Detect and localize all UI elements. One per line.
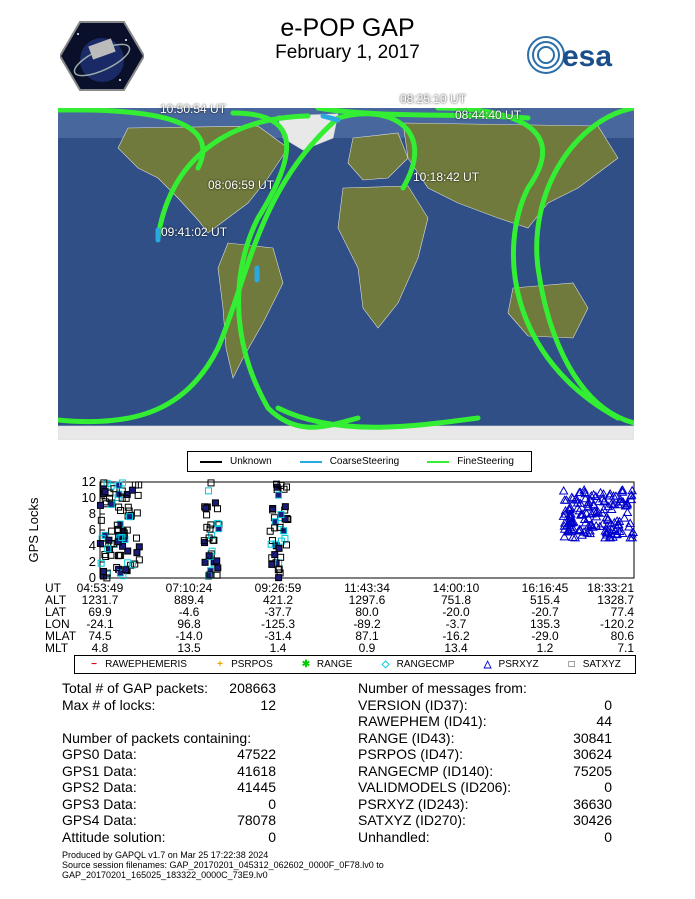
satxyz-point (282, 504, 288, 510)
gps-locks-chart (0, 474, 695, 654)
row-value: 04:53:49 (76, 581, 124, 595)
stat-value: 47522 (237, 746, 276, 762)
y-tick-label: 8 (88, 506, 96, 521)
legend-item-fine (427, 456, 514, 467)
satxyz-point (115, 539, 121, 545)
world-map (58, 108, 634, 440)
legend-symbol: △ (483, 659, 492, 670)
stat-row (62, 730, 251, 746)
satxyz-point (133, 535, 139, 541)
legend-symbol: □ (568, 659, 575, 670)
row-value: 1328.7 (597, 593, 634, 607)
row-value: 889.4 (173, 593, 205, 607)
satxyz-point (204, 512, 210, 518)
legend-label: PSRXYZ (498, 659, 539, 670)
row-value: 421.2 (262, 593, 294, 607)
satxyz-point (202, 559, 208, 565)
row-value: 80.0 (355, 605, 379, 619)
legend-swatch (427, 461, 449, 463)
plot-frame (100, 482, 634, 578)
row-value: 1297.6 (348, 593, 386, 607)
row-value: -120.2 (599, 617, 634, 631)
stat-label: Unhandled: (358, 828, 430, 845)
stat-value: 0 (268, 828, 276, 845)
row-value: 09:26:59 (254, 581, 302, 595)
legend-label: PSRPOS (231, 659, 273, 670)
stat-row (358, 746, 612, 762)
legend-item (89, 659, 187, 670)
satxyz-point (212, 500, 218, 506)
satxyz-point (108, 501, 114, 507)
row-value: 69.9 (88, 605, 112, 619)
satxyz-point (215, 565, 221, 571)
stat-value: 0 (604, 828, 612, 845)
stat-value: 75205 (573, 762, 612, 779)
stat-label: Total # of GAP packets: (62, 680, 209, 696)
satxyz-point (116, 482, 122, 488)
row-value: 1.4 (269, 641, 287, 654)
satxyz-point (135, 492, 141, 498)
satxyz-point (129, 487, 135, 493)
stat-label: GPS4 Data: (62, 812, 137, 828)
row-value: 77.4 (610, 605, 634, 619)
row-value: 11:43:34 (344, 581, 390, 595)
row-value: -3.7 (445, 617, 467, 631)
row-value: 1.2 (536, 641, 554, 654)
stat-row (358, 729, 612, 746)
map-legend (187, 451, 532, 472)
satxyz-point (269, 561, 275, 567)
esa-logo (526, 34, 636, 76)
satxyz-point (134, 510, 140, 516)
map-time-label: 10:50:54 UT (160, 102, 227, 116)
satxyz-point (102, 489, 108, 495)
stat-value: 30624 (573, 746, 612, 762)
stat-row (358, 779, 612, 795)
stat-label: RANGE (ID43): (358, 729, 455, 746)
row-value: -31.4 (264, 629, 292, 643)
footer-line: Produced by GAPQL v1.7 on Mar 25 17:22:38 2024 (62, 850, 269, 860)
map-time-label: 08:06:59 UT (208, 178, 275, 192)
row-label: LAT (45, 605, 67, 619)
map-time-label: 09:41:02 UT (161, 225, 228, 239)
stat-row (62, 696, 276, 713)
legend-label: FineSteering (457, 456, 514, 467)
row-value: 87.1 (355, 629, 379, 643)
satxyz-point (134, 550, 140, 556)
satxyz-point (206, 553, 212, 559)
mission-patch-logo (60, 20, 144, 92)
stat-label: GPS1 Data: (62, 762, 137, 779)
y-tick-label: 4 (88, 538, 96, 553)
stat-row (62, 795, 276, 812)
row-label: MLT (45, 641, 69, 654)
stat-row (62, 779, 276, 795)
stat-label: Attitude solution: (62, 828, 166, 845)
satxyz-point (203, 505, 209, 511)
row-value: -20.0 (442, 605, 470, 619)
legend-label: RANGECMP (396, 659, 455, 670)
page-title: e-POP GAP (280, 14, 415, 42)
y-tick-label: 6 (88, 522, 96, 537)
row-value: 0.9 (358, 641, 376, 654)
stat-label: RANGECMP (ID140): (358, 762, 494, 779)
row-value: -125.3 (260, 617, 296, 631)
chart-legend (74, 655, 636, 674)
legend-item-coarse (300, 456, 399, 467)
row-value: 07:10:24 (165, 581, 213, 595)
satxyz-point (270, 506, 276, 512)
stat-row (358, 696, 612, 713)
stat-row (62, 680, 276, 696)
stat-value: 41445 (237, 779, 276, 795)
satxyz-point (98, 560, 104, 566)
satxyz-point (214, 558, 220, 564)
legend-item (483, 659, 539, 670)
footer-line: Source session filenames: GAP_20170201_045312_062602_0000F_0F78.lv0 to (62, 860, 384, 870)
row-value: 4.8 (91, 641, 109, 654)
row-value: 80.6 (610, 629, 634, 643)
row-value: -16.2 (442, 629, 470, 643)
legend-label: RAWEPHEMERIS (105, 659, 187, 670)
satxyz-point (272, 552, 278, 558)
row-label: LON (45, 617, 70, 631)
stat-label: VERSION (ID37): (358, 696, 468, 713)
psrxyz-point (560, 487, 568, 494)
satxyz-point (275, 492, 281, 498)
legend-label: Unknown (230, 456, 272, 467)
y-tick-label: 12 (81, 474, 96, 489)
stat-row (358, 713, 612, 729)
y-tick-label: 0 (88, 570, 96, 585)
stat-label: PSRXYZ (ID243): (358, 795, 469, 812)
legend-item (567, 659, 621, 670)
satxyz-point (123, 567, 129, 573)
legend-symbol: − (91, 659, 97, 670)
stat-row (358, 812, 612, 828)
satxyz-point (205, 488, 211, 494)
row-value: 14:00:10 (432, 581, 480, 595)
svg-text:esa: esa (562, 40, 613, 73)
satxyz-point (109, 528, 115, 534)
footer (62, 850, 384, 880)
row-value: 13.4 (444, 641, 468, 654)
satxyz-point (136, 544, 142, 550)
row-value: 7.1 (617, 641, 634, 654)
satxyz-point (276, 545, 282, 551)
satxyz-point (101, 568, 107, 574)
row-value: -20.7 (531, 605, 559, 619)
stat-row (62, 762, 276, 779)
stat-row (358, 762, 612, 779)
stat-value: 36630 (573, 795, 612, 812)
stat-value: 208663 (229, 680, 276, 696)
stat-label: VALIDMODELS (ID206): (358, 779, 512, 795)
stat-value: 78078 (237, 812, 276, 828)
y-axis-label: GPS Locks (26, 497, 41, 563)
stat-row (358, 795, 612, 812)
stat-label: GPS2 Data: (62, 779, 137, 795)
map-time-label: 08:44:40 UT (455, 108, 522, 122)
row-value: -29.0 (531, 629, 559, 643)
row-value: 18:33:21 (587, 581, 634, 595)
stat-label: PSRPOS (ID47): (358, 746, 464, 762)
row-value: 96.8 (177, 617, 201, 631)
satxyz-point (214, 572, 220, 578)
row-value: -14.0 (175, 629, 203, 643)
row-value: 74.5 (88, 629, 112, 643)
legend-item (215, 659, 273, 670)
row-label: ALT (45, 593, 67, 607)
legend-symbol: ◇ (381, 659, 390, 670)
legend-symbol: ✱ (301, 659, 311, 670)
stat-value: 12 (260, 696, 276, 713)
stat-value: 0 (604, 696, 612, 713)
legend-symbol: + (217, 659, 223, 670)
stat-label: Number of messages from: (358, 680, 527, 696)
stat-label: RAWEPHEM (ID41): (358, 713, 487, 729)
row-label: MLAT (45, 629, 77, 643)
stat-label: GPS0 Data: (62, 746, 137, 762)
row-value: 751.8 (440, 593, 472, 607)
stat-row (62, 828, 276, 845)
stat-row (62, 746, 276, 762)
satxyz-point (98, 517, 104, 523)
y-tick-label: 10 (81, 490, 96, 505)
stat-label: GPS3 Data: (62, 795, 137, 812)
satxyz-point (97, 540, 103, 546)
legend-item-unknown (200, 456, 272, 467)
satxyz-point (97, 502, 103, 508)
stat-row (358, 680, 527, 696)
map-time-label: 08:25:10 UT (400, 92, 467, 106)
stat-value: 41618 (237, 762, 276, 779)
row-value: -4.6 (178, 605, 200, 619)
satxyz-point (127, 514, 133, 520)
y-tick-label: 2 (88, 554, 96, 569)
page-date: February 1, 2017 (275, 42, 420, 63)
row-value: 135.3 (529, 617, 561, 631)
row-value: 16:16:45 (521, 581, 569, 595)
map-time-label: 10:18:42 UT (413, 170, 480, 184)
legend-item (301, 659, 353, 670)
row-value: -37.7 (264, 605, 292, 619)
stat-label: SATXYZ (ID270): (358, 812, 466, 828)
legend-label: SATXYZ (582, 659, 621, 670)
stat-row (358, 828, 612, 845)
row-label: UT (45, 581, 61, 595)
legend-label: RANGE (316, 659, 353, 670)
legend-swatch (200, 461, 222, 463)
stat-row (62, 812, 276, 828)
stat-label: Number of packets containing: (62, 729, 252, 746)
row-value: -24.1 (86, 617, 114, 631)
row-value: 1231.7 (81, 593, 119, 607)
satxyz-point (215, 506, 221, 512)
row-value: 13.5 (177, 641, 201, 654)
stat-value: 0 (268, 795, 276, 812)
satxyz-point (276, 575, 282, 581)
legend-item (381, 659, 455, 670)
row-value: -89.2 (353, 617, 381, 631)
satxyz-point (208, 480, 214, 486)
stat-label: Max # of locks: (62, 696, 156, 713)
stat-value: 0 (604, 779, 612, 795)
footer-line: GAP_20170201_165025_183322_0000C_73E9.lv0 (62, 870, 268, 880)
stat-value: 30841 (573, 729, 612, 746)
legend-swatch (300, 461, 322, 463)
legend-label: CoarseSteering (329, 456, 400, 467)
stat-value: 30426 (573, 812, 612, 828)
satxyz-point (278, 512, 284, 518)
row-value: 515.4 (529, 593, 561, 607)
stat-value: 44 (596, 713, 612, 729)
